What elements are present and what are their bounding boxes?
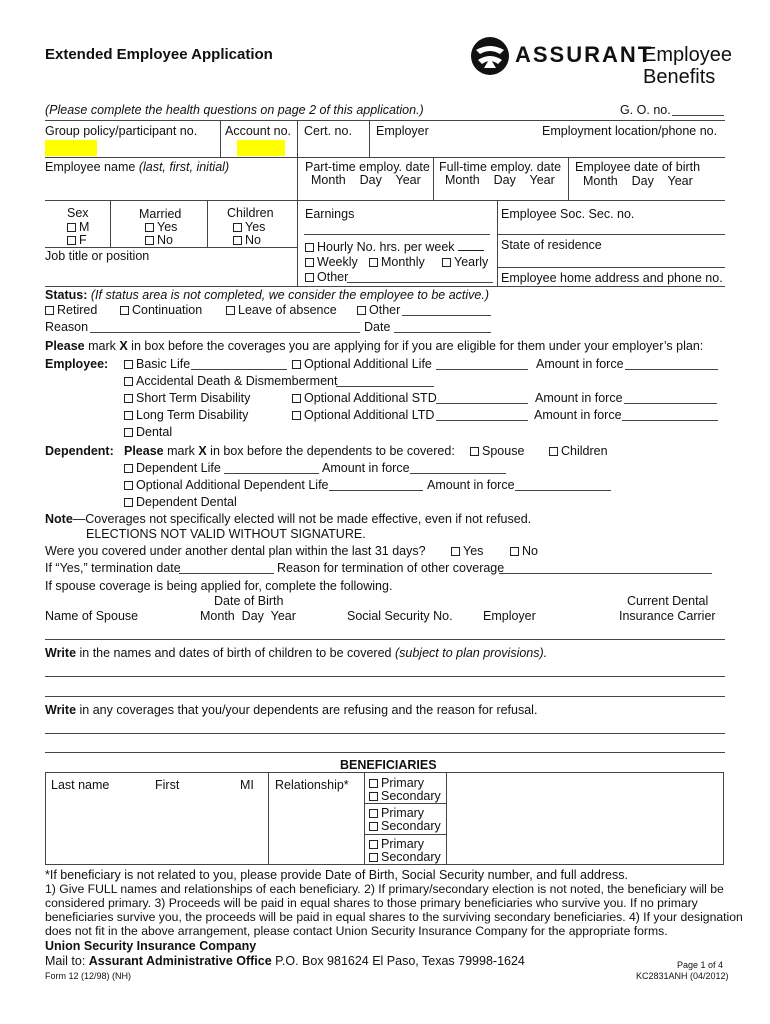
divider (568, 157, 569, 201)
divider (364, 834, 446, 835)
checkbox-icon (145, 236, 154, 245)
checkbox-icon (124, 394, 133, 403)
children-entry-line[interactable] (45, 696, 725, 697)
checkbox-icon (124, 377, 133, 386)
checkbox-icon (369, 258, 378, 267)
checkbox-icon (305, 258, 314, 267)
checkbox-icon (145, 223, 154, 232)
assurant-logo (470, 36, 510, 76)
reason-field[interactable] (90, 332, 360, 333)
checkbox-icon (292, 411, 301, 420)
amount-label: Amount in force (536, 357, 624, 371)
dep-amount2-field[interactable] (515, 490, 611, 491)
add-field[interactable] (336, 386, 434, 387)
married-yes-checkbox[interactable]: Yes (145, 220, 177, 234)
yearly-checkbox[interactable]: Yearly (442, 255, 488, 269)
checkbox-icon (451, 547, 460, 556)
checkbox-icon (124, 498, 133, 507)
checkbox-icon (369, 779, 378, 788)
beneficiary-note-2: considered primary. 3) Proceeds will be paid in equal shares to those primary beneficiaries who survive you. If no primary (45, 896, 698, 910)
checkbox-icon (124, 411, 133, 420)
status-date-field[interactable] (394, 332, 491, 333)
dob-mdy: Month Day Year (583, 174, 693, 188)
divider (45, 120, 725, 121)
basic-life-checkbox[interactable]: Basic Life (124, 357, 190, 371)
checkbox-icon (124, 428, 133, 437)
reason-term-field[interactable] (499, 573, 712, 574)
basic-life-field[interactable] (191, 369, 287, 370)
divider (497, 267, 725, 268)
divider (110, 200, 111, 248)
opt-life-field[interactable] (436, 369, 528, 370)
amount-ltd-label: Amount in force (534, 408, 622, 422)
part-time-label: Part-time employ. date (305, 160, 430, 174)
brand-name: ASSURANT (515, 42, 654, 67)
checkbox-icon (292, 360, 301, 369)
refusal-write-instruction: Write in any coverages that you/your dependents are refusing and the reason for refusal. (45, 703, 538, 717)
checkbox-icon (305, 243, 314, 252)
checkbox-icon (233, 223, 242, 232)
earnings-field[interactable] (304, 234, 490, 235)
spouse-name-label: Name of Spouse (45, 609, 139, 623)
other-status-checkbox[interactable]: Other (357, 303, 400, 317)
employer-label: Employer (376, 124, 429, 138)
checkbox-icon (357, 306, 366, 315)
divider (45, 200, 725, 201)
children-label: Children (227, 206, 274, 220)
checkbox-icon (549, 447, 558, 456)
ltd-checkbox[interactable]: Long Term Disability (124, 408, 248, 422)
full-time-mdy: Month Day Year (445, 173, 555, 187)
refusal-entry-line[interactable] (45, 733, 725, 734)
primary-checkbox[interactable]: Primary (369, 837, 424, 851)
sex-f-checkbox[interactable]: F (67, 233, 87, 247)
other-status-field[interactable] (402, 315, 491, 316)
opt-ltd-field[interactable] (436, 420, 528, 421)
status-date-label: Date (364, 320, 391, 334)
hours-field[interactable] (458, 240, 484, 251)
dep-amount-field[interactable] (410, 473, 506, 474)
leave-checkbox[interactable]: Leave of absence (226, 303, 337, 317)
reason-label: Reason (45, 320, 89, 334)
dep-amount2-label: Amount in force (427, 478, 515, 492)
opt-life-checkbox[interactable]: Optional Additional Life (292, 357, 432, 371)
hourly-checkbox[interactable]: Hourly No. hrs. per week (305, 240, 487, 254)
weekly-checkbox[interactable]: Weekly (305, 255, 358, 269)
termination-date-field[interactable] (179, 573, 274, 574)
beneficiary-note-4: does not fit in the above arrangement, please contact Union Security Insurance Company for the appropriate forms. (45, 924, 668, 938)
married-label: Married (139, 207, 182, 221)
company-name: Union Security Insurance Company (45, 939, 257, 953)
std-checkbox[interactable]: Short Term Disability (124, 391, 250, 405)
spouse-checkbox[interactable]: Spouse (470, 444, 524, 458)
dep-life-field[interactable] (224, 473, 319, 474)
retired-checkbox[interactable]: Retired (45, 303, 97, 317)
divider (297, 157, 298, 201)
opt-std-checkbox[interactable]: Optional Additional STD (292, 391, 437, 405)
amount-std-field[interactable] (624, 403, 717, 404)
dob-label: Employee date of birth (575, 160, 701, 174)
checkbox-icon (67, 236, 76, 245)
divider (364, 772, 365, 865)
spouse-instruction: If spouse coverage is being applied for, complete the following. (45, 579, 393, 593)
divider (297, 200, 298, 286)
address-label: Employee home address and phone no. (501, 271, 723, 285)
form-title: Extended Employee Application (45, 46, 273, 63)
brand-benefits: Benefits (643, 66, 716, 88)
dependent-instruction: Please mark X in box before the dependents to be covered: (124, 444, 455, 458)
checkbox-icon (369, 822, 378, 831)
divider (268, 772, 269, 865)
elections-line: ELECTIONS NOT VALID WITHOUT SIGNATURE. (86, 527, 366, 541)
mail-address: Mail to: Assurant Administrative Office P.O. Box 981624 El Paso, Texas 79998-1624 (45, 954, 525, 968)
dental-carrier-label-2: Insurance Carrier (619, 609, 716, 623)
spouse-employer-label: Employer (483, 609, 536, 623)
other-earnings-field[interactable] (347, 282, 493, 283)
form-number: Form 12 (12/98) (NH) (45, 971, 132, 981)
account-no-field[interactable] (237, 140, 285, 156)
opt-dep-life-checkbox[interactable]: Optional Additional Dependent Life (124, 478, 329, 492)
location-label: Employment location/phone no. (542, 124, 718, 138)
beneficiary-first-header: First (155, 778, 180, 792)
sex-label: Sex (67, 206, 89, 220)
opt-dep-life-field[interactable] (329, 490, 423, 491)
divider (45, 286, 725, 287)
dep-life-checkbox[interactable]: Dependent Life (124, 461, 221, 475)
note-line: Note—Coverages not specifically elected will not be made effective, even if not refused. (45, 512, 532, 526)
divider (433, 157, 434, 201)
checkbox-icon (124, 464, 133, 473)
checkbox-icon (369, 840, 378, 849)
beneficiary-last-header: Last name (51, 778, 110, 792)
other-earnings-checkbox[interactable]: Other (305, 270, 348, 284)
checkbox-icon (442, 258, 451, 267)
full-time-label: Full-time employ. date (439, 160, 562, 174)
beneficiaries-heading: BENEFICIARIES (340, 758, 437, 772)
sex-m-checkbox[interactable]: M (67, 220, 89, 234)
checkbox-icon (233, 236, 242, 245)
checkbox-icon (369, 853, 378, 862)
spouse-ssn-label: Social Security No. (347, 609, 453, 623)
status-line: Status: (If status area is not completed, we consider the employee to be active.) (45, 288, 489, 302)
divider (497, 234, 725, 235)
cert-no-label: Cert. no. (304, 124, 352, 138)
job-title-label: Job title or position (45, 249, 150, 263)
brand-employee: Employee (643, 44, 732, 66)
checkbox-icon (120, 306, 129, 315)
checkbox-icon (124, 360, 133, 369)
dental-yes-checkbox[interactable]: Yes (451, 544, 483, 558)
refusal-entry-line[interactable] (45, 752, 725, 753)
married-no-checkbox[interactable]: No (145, 233, 173, 247)
dependent-label: Dependent: (45, 444, 114, 458)
checkbox-icon (369, 792, 378, 801)
divider (45, 157, 725, 158)
form-code: KC2831ANH (04/2012) (636, 971, 729, 981)
earnings-label: Earnings (305, 207, 355, 221)
checkbox-icon (305, 273, 314, 282)
beneficiary-footnote: *If beneficiary is not related to you, please provide Date of Birth, Social Security number, and full address. (45, 868, 628, 882)
go-no-label: G. O. no. (620, 103, 671, 117)
page-number: Page 1 of 4 (677, 960, 724, 970)
dep-amount-label: Amount in force (322, 461, 410, 475)
dental-checkbox[interactable]: Dental (124, 425, 172, 439)
ssn-label: Employee Soc. Sec. no. (501, 207, 635, 221)
checkbox-icon (369, 809, 378, 818)
amount-ltd-field[interactable] (622, 420, 718, 421)
divider (45, 247, 297, 248)
spouse-dob-label: Date of Birth (214, 594, 284, 608)
assurant-logo-icon (470, 36, 510, 76)
divider (446, 772, 447, 865)
divider (369, 120, 370, 158)
employee-name-label: Employee name (last, first, initial) (45, 160, 230, 174)
children-write-instruction: Write in the names and dates of birth of children to be covered (subject to plan provisions). (45, 646, 548, 660)
beneficiary-note-3: beneficiaries survive you, the proceeds will be paid in equal shares to the surviving secondary beneficiaries. 4) If your designation (45, 910, 743, 924)
children-entry-line[interactable] (45, 676, 725, 677)
dental-carrier-label-1: Current Dental (627, 594, 709, 608)
dep-dental-checkbox[interactable]: Dependent Dental (124, 495, 237, 509)
employee-label: Employee: (45, 357, 109, 371)
reason-term-label: Reason for termination of other coverage (277, 561, 505, 575)
go-no-field[interactable] (672, 115, 724, 116)
divider (497, 200, 498, 286)
children-checkbox[interactable]: Children (549, 444, 608, 458)
divider (207, 200, 208, 248)
divider (364, 803, 446, 804)
beneficiary-mi-header: MI (240, 778, 254, 792)
checkbox-icon (292, 394, 301, 403)
secondary-checkbox[interactable]: Secondary (369, 850, 441, 864)
state-label: State of residence (501, 238, 602, 252)
dental-no-checkbox[interactable]: No (510, 544, 538, 558)
group-policy-label: Group policy/participant no. (45, 124, 198, 138)
checkbox-icon (226, 306, 235, 315)
primary-checkbox[interactable]: Primary (369, 806, 424, 820)
divider (220, 120, 221, 158)
secondary-checkbox[interactable]: Secondary (369, 789, 441, 803)
account-no-label: Account no. (225, 124, 292, 138)
checkbox-icon (124, 481, 133, 490)
checkbox-icon (45, 306, 54, 315)
secondary-checkbox[interactable]: Secondary (369, 819, 441, 833)
spouse-mdy-label: Month Day Year (200, 609, 296, 623)
continuation-checkbox[interactable]: Continuation (120, 303, 202, 317)
health-instruction: (Please complete the health questions on page 2 of this application.) (45, 103, 424, 117)
coverage-instruction: Please mark X in box before the coverages you are applying for if you are eligible for them under your employer’s plan: (45, 339, 704, 353)
monthly-checkbox[interactable]: Monthly (369, 255, 425, 269)
group-policy-field[interactable] (45, 140, 97, 156)
opt-std-field[interactable] (436, 403, 528, 404)
beneficiary-note-1: 1) Give FULL names and relationships of each beneficiary. 2) If primary/secondary election is not noted, the beneficiary will be (45, 882, 724, 896)
checkbox-icon (67, 223, 76, 232)
amount-std-label: Amount in force (535, 391, 623, 405)
children-yes-checkbox[interactable]: Yes (233, 220, 265, 234)
add-checkbox[interactable]: Accidental Death & Dismemberment (124, 374, 337, 388)
amount-field[interactable] (625, 369, 718, 370)
termination-label: If “Yes,” termination date (45, 561, 181, 575)
dental-question: Were you covered under another dental plan within the last 31 days? (45, 544, 426, 558)
beneficiary-relationship-header: Relationship* (275, 778, 349, 792)
primary-checkbox[interactable]: Primary (369, 776, 424, 790)
divider (297, 120, 298, 158)
children-no-checkbox[interactable]: No (233, 233, 261, 247)
opt-ltd-checkbox[interactable]: Optional Additional LTD (292, 408, 434, 422)
checkbox-icon (470, 447, 479, 456)
part-time-mdy: Month Day Year (311, 173, 421, 187)
checkbox-icon (510, 547, 519, 556)
spouse-entry-line[interactable] (45, 639, 725, 640)
